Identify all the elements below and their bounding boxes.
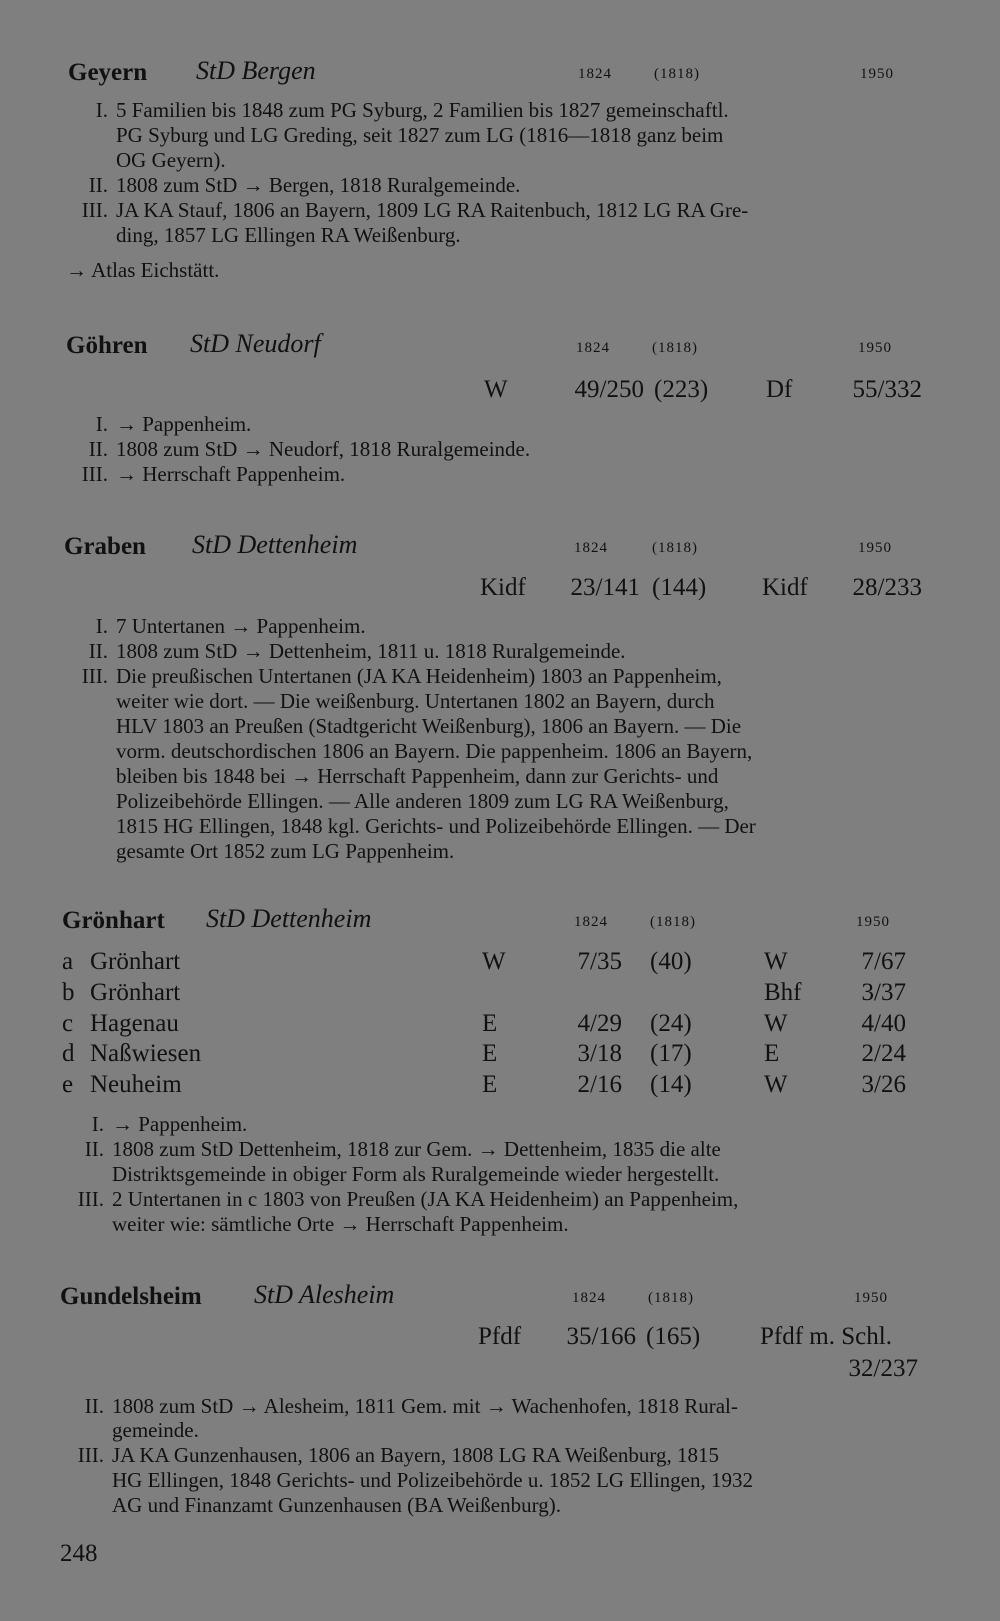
note-line (64, 412, 251, 436)
note-line (60, 1418, 199, 1442)
row-households-1950: 3/37 (861, 979, 906, 1006)
note-text: 1808 zum StD → Alesheim, 1811 Gem. mit → Wachenhofen, 1818 Rural- (112, 1394, 738, 1418)
note-line (60, 1162, 719, 1186)
entry-heading (66, 333, 148, 359)
district-wrap (190, 331, 321, 358)
row-pop-1818: (17) (650, 1040, 692, 1067)
note-text: HG Ellingen, 1848 Gerichts- und Polizeibehörde u. 1852 LG Ellingen, 1932 (112, 1468, 753, 1492)
stat-households-1824: 23/141 (570, 574, 640, 601)
note-label: II. (84, 1394, 104, 1418)
district-wrap (192, 532, 357, 559)
note-text: ding, 1857 LG Ellingen RA Weißenburg. (116, 223, 461, 247)
note-line (60, 1137, 721, 1161)
note-line (64, 123, 723, 147)
note-text: AG und Finanzamt Gunzenhausen (BA Weißenburg). (112, 1493, 561, 1517)
note-text: 5 Familien bis 1848 zum PG Syburg, 2 Familien bis 1827 gemeinschaftl. (116, 98, 729, 122)
district-wrap (196, 58, 316, 85)
year-1818: (1818) (648, 1290, 694, 1306)
note-line (64, 437, 530, 461)
note-text: JA KA Gunzenhausen, 1806 an Bayern, 1808 LG RA Weißenburg, 1815 (112, 1443, 720, 1467)
stat-pop-1818: (144) (652, 574, 707, 601)
year-1824: 1824 (572, 1290, 606, 1306)
stat-type-1950: Pfdf m. Schl. (760, 1323, 892, 1350)
note-line (64, 462, 345, 486)
note-text: → Pappenheim. (112, 1112, 248, 1136)
row-pop-1818: (40) (650, 948, 692, 975)
row-households-1824: 2/16 (577, 1071, 622, 1098)
note-text: gesamte Ort 1852 zum LG Pappenheim. (116, 839, 455, 863)
entry-heading (60, 1284, 202, 1310)
page-number: 248 (60, 1540, 98, 1567)
note-text: → Pappenheim. (116, 412, 252, 436)
year-1824: 1824 (574, 540, 608, 556)
year-1818: (1818) (650, 914, 696, 930)
row-type-1950: E (764, 1040, 780, 1067)
note-text: gemeinde. (112, 1418, 199, 1442)
place-name: Grönhart (62, 907, 165, 934)
note-line (64, 664, 722, 688)
note-label: II. (84, 1137, 104, 1161)
row-key: d (62, 1040, 75, 1067)
year-1818: (1818) (652, 540, 698, 556)
year-1950: 1950 (858, 340, 892, 356)
year-1818: (1818) (652, 340, 698, 356)
row-type-1950: W (764, 1010, 788, 1037)
note-line (60, 1212, 569, 1236)
entry-heading (68, 60, 147, 86)
note-line (64, 223, 461, 247)
row-place: Grönhart (90, 979, 181, 1006)
row-type-1950: Bhf (764, 979, 802, 1006)
row-households-1824: 4/29 (577, 1010, 622, 1037)
stat-type-1824: W (484, 376, 508, 403)
note-text: 2 Untertanen in c 1803 von Preußen (JA KA Heidenheim) an Pappenheim, (112, 1187, 739, 1211)
row-key: a (62, 948, 74, 975)
row-type-1824: E (482, 1071, 498, 1098)
row-households-1824: 7/35 (577, 948, 622, 975)
row-type-1950: W (764, 948, 788, 975)
row-households-1950: 7/67 (861, 948, 906, 975)
district-name: StD Bergen (196, 56, 316, 85)
note-line (60, 1187, 738, 1211)
note-label: III. (81, 664, 108, 688)
note-line (60, 1112, 247, 1136)
stat-type-1824: Pfdf (478, 1323, 522, 1350)
note-text: Polizeibehörde Ellingen. — Alle anderen 1809 zum LG RA Weißenburg, (116, 789, 729, 813)
note-label: II. (88, 173, 108, 197)
note-line (64, 614, 366, 638)
note-label: III. (81, 198, 108, 222)
note-label: III. (77, 1187, 104, 1211)
note-label: I. (95, 614, 108, 638)
year-1950: 1950 (858, 540, 892, 556)
note-text: 1808 zum StD Dettenheim, 1818 zur Gem. → Dettenheim, 1835 die alte (112, 1137, 721, 1161)
district-wrap (254, 1282, 394, 1309)
note-line (64, 714, 741, 738)
row-pop-1818: (24) (650, 1010, 692, 1037)
note-line (64, 148, 226, 172)
year-1950: 1950 (860, 66, 894, 82)
note-line (64, 173, 520, 197)
row-type-1824: W (482, 948, 506, 975)
note-text: OG Geyern). (116, 148, 226, 172)
note-text: bleiben bis 1848 bei → Herrschaft Pappenheim, dann zur Gerichts- und (116, 764, 719, 788)
row-key: e (62, 1071, 74, 1098)
row-households-1950: 2/24 (861, 1040, 906, 1067)
district-name: StD Dettenheim (192, 530, 358, 559)
note-text: vorm. deutschordischen 1806 an Bayern. Die pappenheim. 1806 an Bayern, (116, 739, 753, 763)
row-type-1824: E (482, 1010, 498, 1037)
row-type-1950: W (764, 1071, 788, 1098)
district-name: StD Dettenheim (206, 904, 372, 933)
note-text: HLV 1803 an Preußen (Stadtgericht Weißenburg), 1806 an Bayern. — Die (116, 714, 742, 738)
place-name: Graben (64, 533, 146, 560)
stat-type-1950: Kidf (762, 574, 808, 601)
row-place: Grönhart (90, 948, 181, 975)
year-1824: 1824 (574, 914, 608, 930)
atlas-reference: → Atlas Eichstätt. (66, 258, 220, 282)
note-line (60, 1443, 719, 1467)
note-text: weiter wie dort. — Die weißenburg. Untertanen 1802 an Bayern, durch (116, 689, 715, 713)
stat-households-1950: 28/233 (852, 574, 922, 601)
year-1818: (1818) (654, 66, 700, 82)
row-place: Hagenau (90, 1010, 179, 1037)
note-line (60, 1394, 738, 1418)
stat-households-1824: 49/250 (574, 376, 644, 403)
note-text: PG Syburg und LG Greding, seit 1827 zum LG (1816—1818 ganz beim (116, 123, 724, 147)
stat-pop-1818: (165) (646, 1323, 701, 1350)
place-name: Gundelsheim (60, 1283, 202, 1310)
note-text: 1808 zum StD → Bergen, 1818 Ruralgemeinde. (116, 173, 521, 197)
note-label: II. (88, 639, 108, 663)
note-line (64, 789, 729, 813)
note-line (64, 689, 715, 713)
note-text: → Herrschaft Pappenheim. (116, 462, 346, 486)
stat-households-1824: 35/166 (566, 1323, 636, 1350)
row-key: b (62, 979, 75, 1006)
note-text: JA KA Stauf, 1806 an Bayern, 1809 LG RA Raitenbuch, 1812 LG RA Gre- (116, 198, 749, 222)
note-text: 7 Untertanen → Pappenheim. (116, 614, 366, 638)
year-1824: 1824 (576, 340, 610, 356)
entry-heading (62, 908, 165, 934)
year-1950: 1950 (854, 1290, 888, 1306)
row-type-1824: E (482, 1040, 498, 1067)
note-text: 1815 HG Ellingen, 1848 kgl. Gerichts- und Polizeibehörde Ellingen. — Der (116, 814, 756, 838)
row-pop-1818: (14) (650, 1071, 692, 1098)
note-label: I. (95, 412, 108, 436)
stat-pop-1818: (223) (654, 376, 709, 403)
district-wrap (206, 906, 371, 933)
place-name: Geyern (68, 59, 148, 86)
note-line (64, 739, 752, 763)
row-households-1950: 3/26 (861, 1071, 906, 1098)
row-key: c (62, 1010, 74, 1037)
note-line (64, 198, 748, 222)
year-1950: 1950 (856, 914, 890, 930)
note-line (64, 814, 756, 838)
stat-type-1824: Kidf (480, 574, 526, 601)
place-name: Göhren (66, 332, 148, 359)
stat-households-1950: 55/332 (852, 376, 922, 403)
note-text: 1808 zum StD → Neudorf, 1818 Ruralgemeinde. (116, 437, 531, 461)
note-label: II. (88, 437, 108, 461)
note-line (64, 98, 729, 122)
row-households-1950: 4/40 (861, 1010, 906, 1037)
stat-households-1950: 32/237 (848, 1355, 918, 1382)
district-name: StD Alesheim (254, 1280, 395, 1309)
note-line (64, 639, 626, 663)
note-text: weiter wie: sämtliche Orte → Herrschaft Pappenheim. (112, 1212, 569, 1236)
note-line (60, 1468, 753, 1492)
note-line (64, 764, 718, 788)
row-households-1824: 3/18 (577, 1040, 622, 1067)
note-label: I. (95, 98, 108, 122)
row-place: Naßwiesen (90, 1040, 202, 1067)
note-text: Distriktsgemeinde in obiger Form als Ruralgemeinde wieder hergestellt. (112, 1162, 720, 1186)
stat-type-1950: Df (766, 376, 793, 403)
row-place: Neuheim (90, 1071, 182, 1098)
note-line (64, 839, 454, 863)
note-label: I. (91, 1112, 104, 1136)
note-label: III. (81, 462, 108, 486)
note-text: 1808 zum StD → Dettenheim, 1811 u. 1818 Ruralgemeinde. (116, 639, 626, 663)
year-1824: 1824 (578, 66, 612, 82)
note-line (60, 1493, 561, 1517)
district-name: StD Neudorf (190, 329, 321, 358)
entry-heading (64, 534, 146, 560)
note-text: Die preußischen Untertanen (JA KA Heidenheim) 1803 an Pappenheim, (116, 664, 722, 688)
note-label: III. (77, 1443, 104, 1467)
